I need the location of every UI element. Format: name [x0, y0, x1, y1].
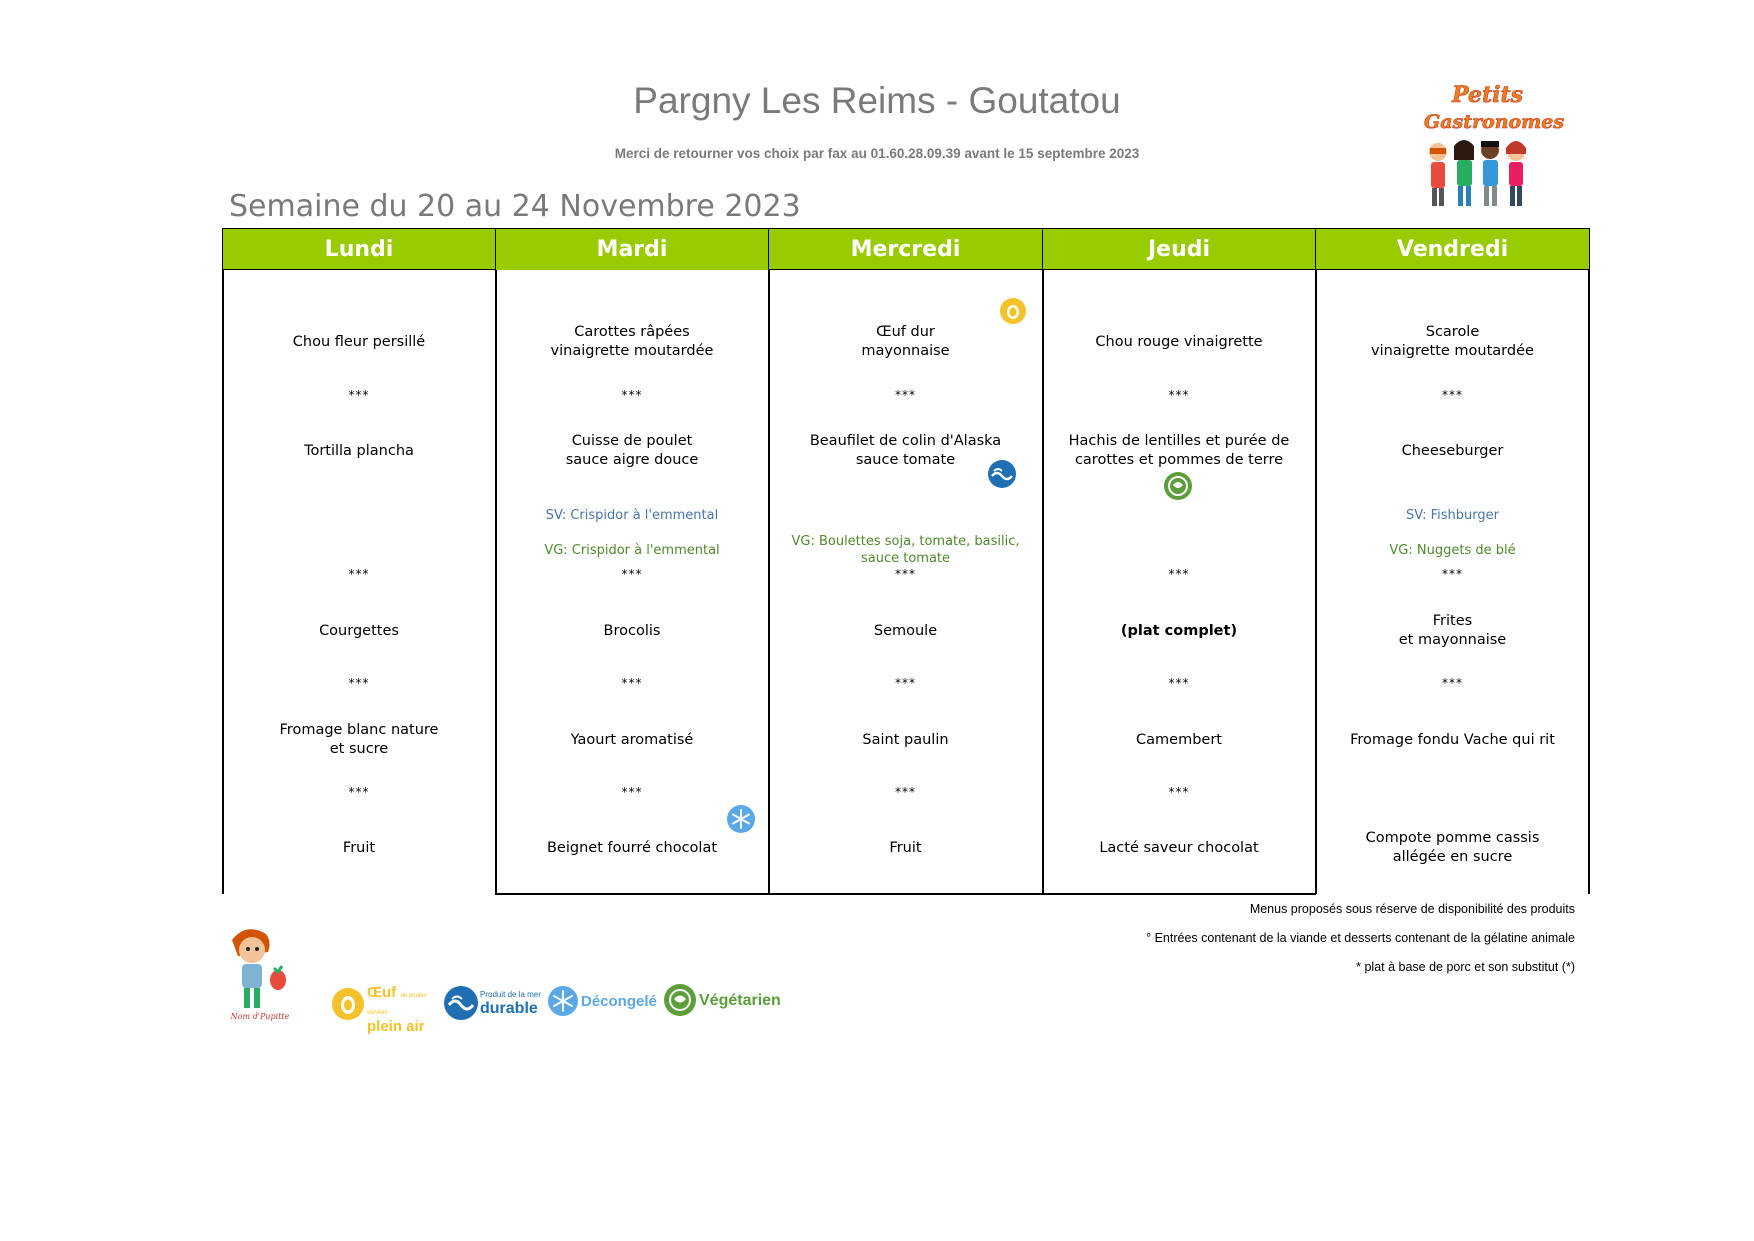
separator: *** [348, 676, 370, 690]
legend-oeuf-line2: plein air [367, 1018, 425, 1035]
plat: Cheeseburger [1401, 442, 1504, 459]
grid-line [222, 270, 224, 894]
vg-substitute: VG: Boulettes soja, tomate, basilic, sauce tomate [791, 534, 1020, 566]
legend-mer-label [480, 986, 541, 1016]
dessert: Beignet fourré chocolat [546, 839, 718, 856]
sea-product-icon [988, 460, 1016, 488]
legend-oeuf [330, 984, 440, 1035]
entree: Œuf dur mayonnaise [861, 324, 950, 359]
fromage: Camembert [1136, 731, 1222, 748]
vegetarian-icon [664, 984, 696, 1016]
separator: *** [621, 676, 643, 690]
page-title: Pargny Les Reims - Goutatou [633, 80, 1121, 121]
mascot-caption: Nom d'Pupitte [230, 1012, 290, 1021]
legend-decongele-label: Décongelé [581, 993, 657, 1010]
sv-substitute: SV: Crispidor à l'emmental [545, 508, 719, 523]
accompagnement: Semoule [873, 622, 938, 639]
legend-oeuf-line1: Œuf [367, 984, 397, 1001]
separator: *** [895, 785, 916, 799]
entree: Chou rouge vinaigrette [1095, 333, 1263, 350]
grid-line [495, 893, 1316, 895]
entree: Carottes râpées vinaigrette moutardée [550, 324, 714, 359]
dessert: Compote pomme cassis allégée en sucre [1365, 830, 1540, 865]
separator: *** [348, 785, 370, 799]
note-porc: * plat à base de porc et son substitut (*) [1356, 960, 1575, 974]
snowflake-icon [548, 986, 578, 1016]
separator: *** [895, 567, 916, 581]
egg-plein-air-icon [332, 988, 364, 1020]
entree: Chou fleur persillé [292, 333, 426, 350]
plat: Beaufilet de colin d'Alaska sauce tomate [809, 433, 1002, 468]
egg-plein-air-icon [1000, 298, 1026, 324]
vg-substitute: VG: Nuggets de blé [1389, 543, 1516, 558]
legend [330, 982, 790, 1035]
legend-mer-line2: durable [480, 1000, 538, 1017]
separator: *** [1168, 676, 1190, 690]
sea-product-icon [444, 986, 478, 1020]
accompagnement: Frites et mayonnaise [1398, 613, 1507, 648]
snowflake-icon [727, 805, 755, 833]
entree: Scarole vinaigrette moutardée [1371, 324, 1534, 359]
grid-line [1042, 270, 1044, 894]
separator: *** [1168, 388, 1190, 402]
accompagnement: Courgettes [319, 622, 399, 639]
day-header-jeudi: Jeudi [1042, 228, 1316, 270]
plat: Hachis de lentilles et purée de carottes et pommes de terre [1068, 433, 1290, 468]
svg-text:Gastronomes: Gastronomes [1424, 111, 1565, 133]
note-gelatine: ° Entrées contenant de la viande et desserts contenant de la gélatine animale [1146, 931, 1575, 945]
plat: Cuisse de poulet sauce aigre douce [565, 433, 699, 468]
grid-line [495, 270, 497, 894]
fromage: Saint paulin [862, 731, 949, 748]
legend-decongele [548, 986, 657, 1020]
grid-line [1588, 270, 1590, 894]
accompagnement: Brocolis [603, 622, 661, 639]
vg-substitute: VG: Crispidor à l'emmental [544, 543, 720, 558]
legend-mer-line1: Produit de la mer [480, 990, 541, 999]
legend-vegetarien-label: Végétarien [699, 992, 781, 1009]
separator: *** [348, 567, 370, 581]
subtitle: Merci de retourner vos choix par fax au 01.60.28.09.39 avant le 15 septembre 2023 [614, 146, 1140, 161]
separator: *** [621, 567, 643, 581]
separator: *** [621, 388, 643, 402]
day-header-mardi: Mardi [495, 228, 769, 270]
separator: *** [895, 676, 916, 690]
legend-oeuf-small: de poules élevées [367, 993, 427, 1016]
separator: *** [1168, 785, 1190, 799]
separator: *** [895, 388, 916, 402]
mascot-illustration [224, 922, 296, 1030]
vegetarian-icon [1164, 472, 1192, 500]
week-title: Semaine du 20 au 24 Novembre 2023 [229, 189, 801, 224]
day-header-vendredi: Vendredi [1315, 228, 1590, 270]
legend-oeuf-label [367, 986, 440, 1034]
day-header-lundi: Lundi [222, 228, 496, 270]
grid-line [768, 270, 770, 894]
dessert: Lacté saveur chocolat [1099, 839, 1259, 856]
fromage: Fromage blanc nature et sucre [279, 722, 439, 757]
separator: *** [348, 388, 370, 402]
sv-substitute: SV: Fishburger [1406, 508, 1499, 523]
fromage: Fromage fondu Vache qui rit [1350, 731, 1555, 748]
plat: Tortilla plancha [304, 442, 414, 459]
petits-gastronomes-logo [1418, 76, 1565, 212]
day-header-mercredi: Mercredi [768, 228, 1043, 270]
separator: *** [1168, 567, 1190, 581]
separator: *** [1442, 388, 1463, 402]
grid-line [1315, 270, 1317, 894]
accompagnement: (plat complet) [1120, 622, 1238, 639]
fromage: Yaourt aromatisé [570, 731, 694, 748]
dessert: Fruit [889, 839, 922, 856]
separator: *** [1442, 567, 1463, 581]
legend-vegetarien [664, 984, 790, 1020]
legend-mer [444, 984, 544, 1020]
separator: *** [1442, 676, 1463, 690]
svg-text:Petits: Petits [1452, 82, 1524, 108]
dessert: Fruit [342, 839, 376, 856]
note-availability: Menus proposés sous réserve de disponibilité des produits [1249, 902, 1575, 916]
separator: *** [621, 785, 643, 799]
